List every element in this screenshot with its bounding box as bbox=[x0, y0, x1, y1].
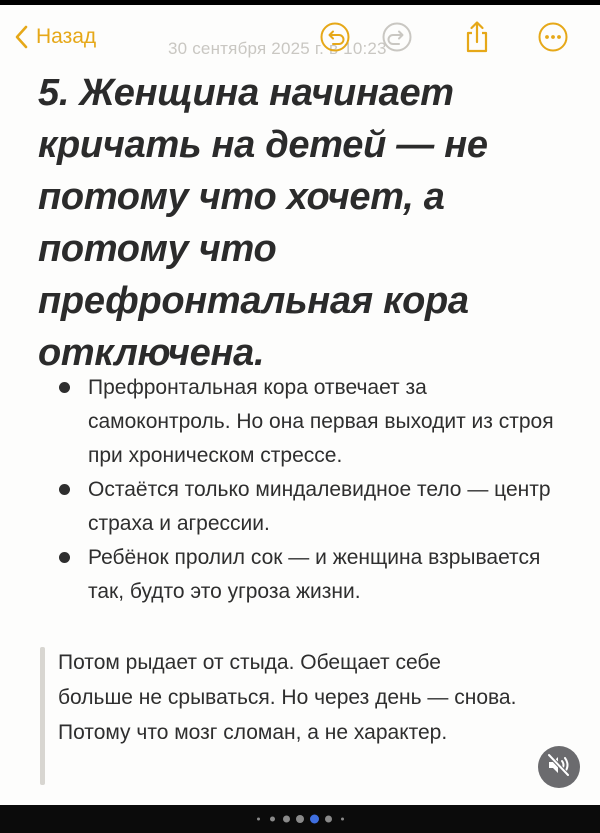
redo-button[interactable] bbox=[380, 20, 414, 54]
speaker-muted-icon bbox=[546, 753, 572, 782]
page-dot[interactable] bbox=[283, 816, 290, 823]
redo-icon bbox=[381, 21, 413, 53]
page-dot[interactable] bbox=[341, 818, 344, 821]
page-dot[interactable] bbox=[325, 816, 332, 823]
list-item bbox=[54, 541, 574, 609]
page-indicator[interactable] bbox=[0, 805, 600, 833]
bullet-list bbox=[54, 371, 574, 609]
note-heading: 5. Женщина начинает кричать на детей — не потому что хочет, а потому что префронтальная кора отключена. bbox=[38, 72, 488, 374]
more-icon bbox=[537, 21, 569, 53]
page-dot[interactable] bbox=[257, 818, 260, 821]
list-item bbox=[54, 473, 574, 541]
bullet-dot bbox=[59, 484, 70, 495]
list-item-text: Остаётся только миндалевидное тело — центр страха и агрессии. bbox=[88, 478, 551, 535]
back-button[interactable] bbox=[14, 20, 96, 54]
bullet-dot bbox=[59, 552, 70, 563]
top-toolbar bbox=[0, 5, 600, 67]
quote-text: Потом рыдает от стыда. Обещает себе больше не срываться. Но через день — снова. Потому что мозг сломан, а не характер. bbox=[58, 651, 517, 744]
mute-button[interactable] bbox=[538, 746, 580, 788]
chevron-left-icon bbox=[14, 25, 28, 49]
list-item-text: Ребёнок пролил сок — и женщина взрывается так, будто это угроза жизни. bbox=[88, 546, 541, 603]
quote-bar bbox=[40, 647, 45, 785]
share-button[interactable] bbox=[460, 20, 494, 54]
back-label: Назад bbox=[36, 25, 97, 48]
block-quote bbox=[40, 645, 520, 787]
page-dot[interactable] bbox=[296, 815, 304, 823]
undo-icon bbox=[319, 21, 351, 53]
list-item-text: Префронтальная кора отвечает за самоконтроль. Но она первая выходит из строя при хроническом стрессе. bbox=[88, 376, 554, 467]
list-item bbox=[54, 371, 574, 473]
share-icon bbox=[462, 20, 492, 54]
page-dot[interactable] bbox=[270, 817, 275, 822]
more-button[interactable] bbox=[536, 20, 570, 54]
note-date: 30 сентября 2025 г. в 10:23 bbox=[168, 39, 387, 58]
bullet-dot bbox=[59, 382, 70, 393]
page-dot-active[interactable] bbox=[310, 815, 319, 824]
undo-button[interactable] bbox=[318, 20, 352, 54]
note-screen bbox=[0, 5, 600, 805]
